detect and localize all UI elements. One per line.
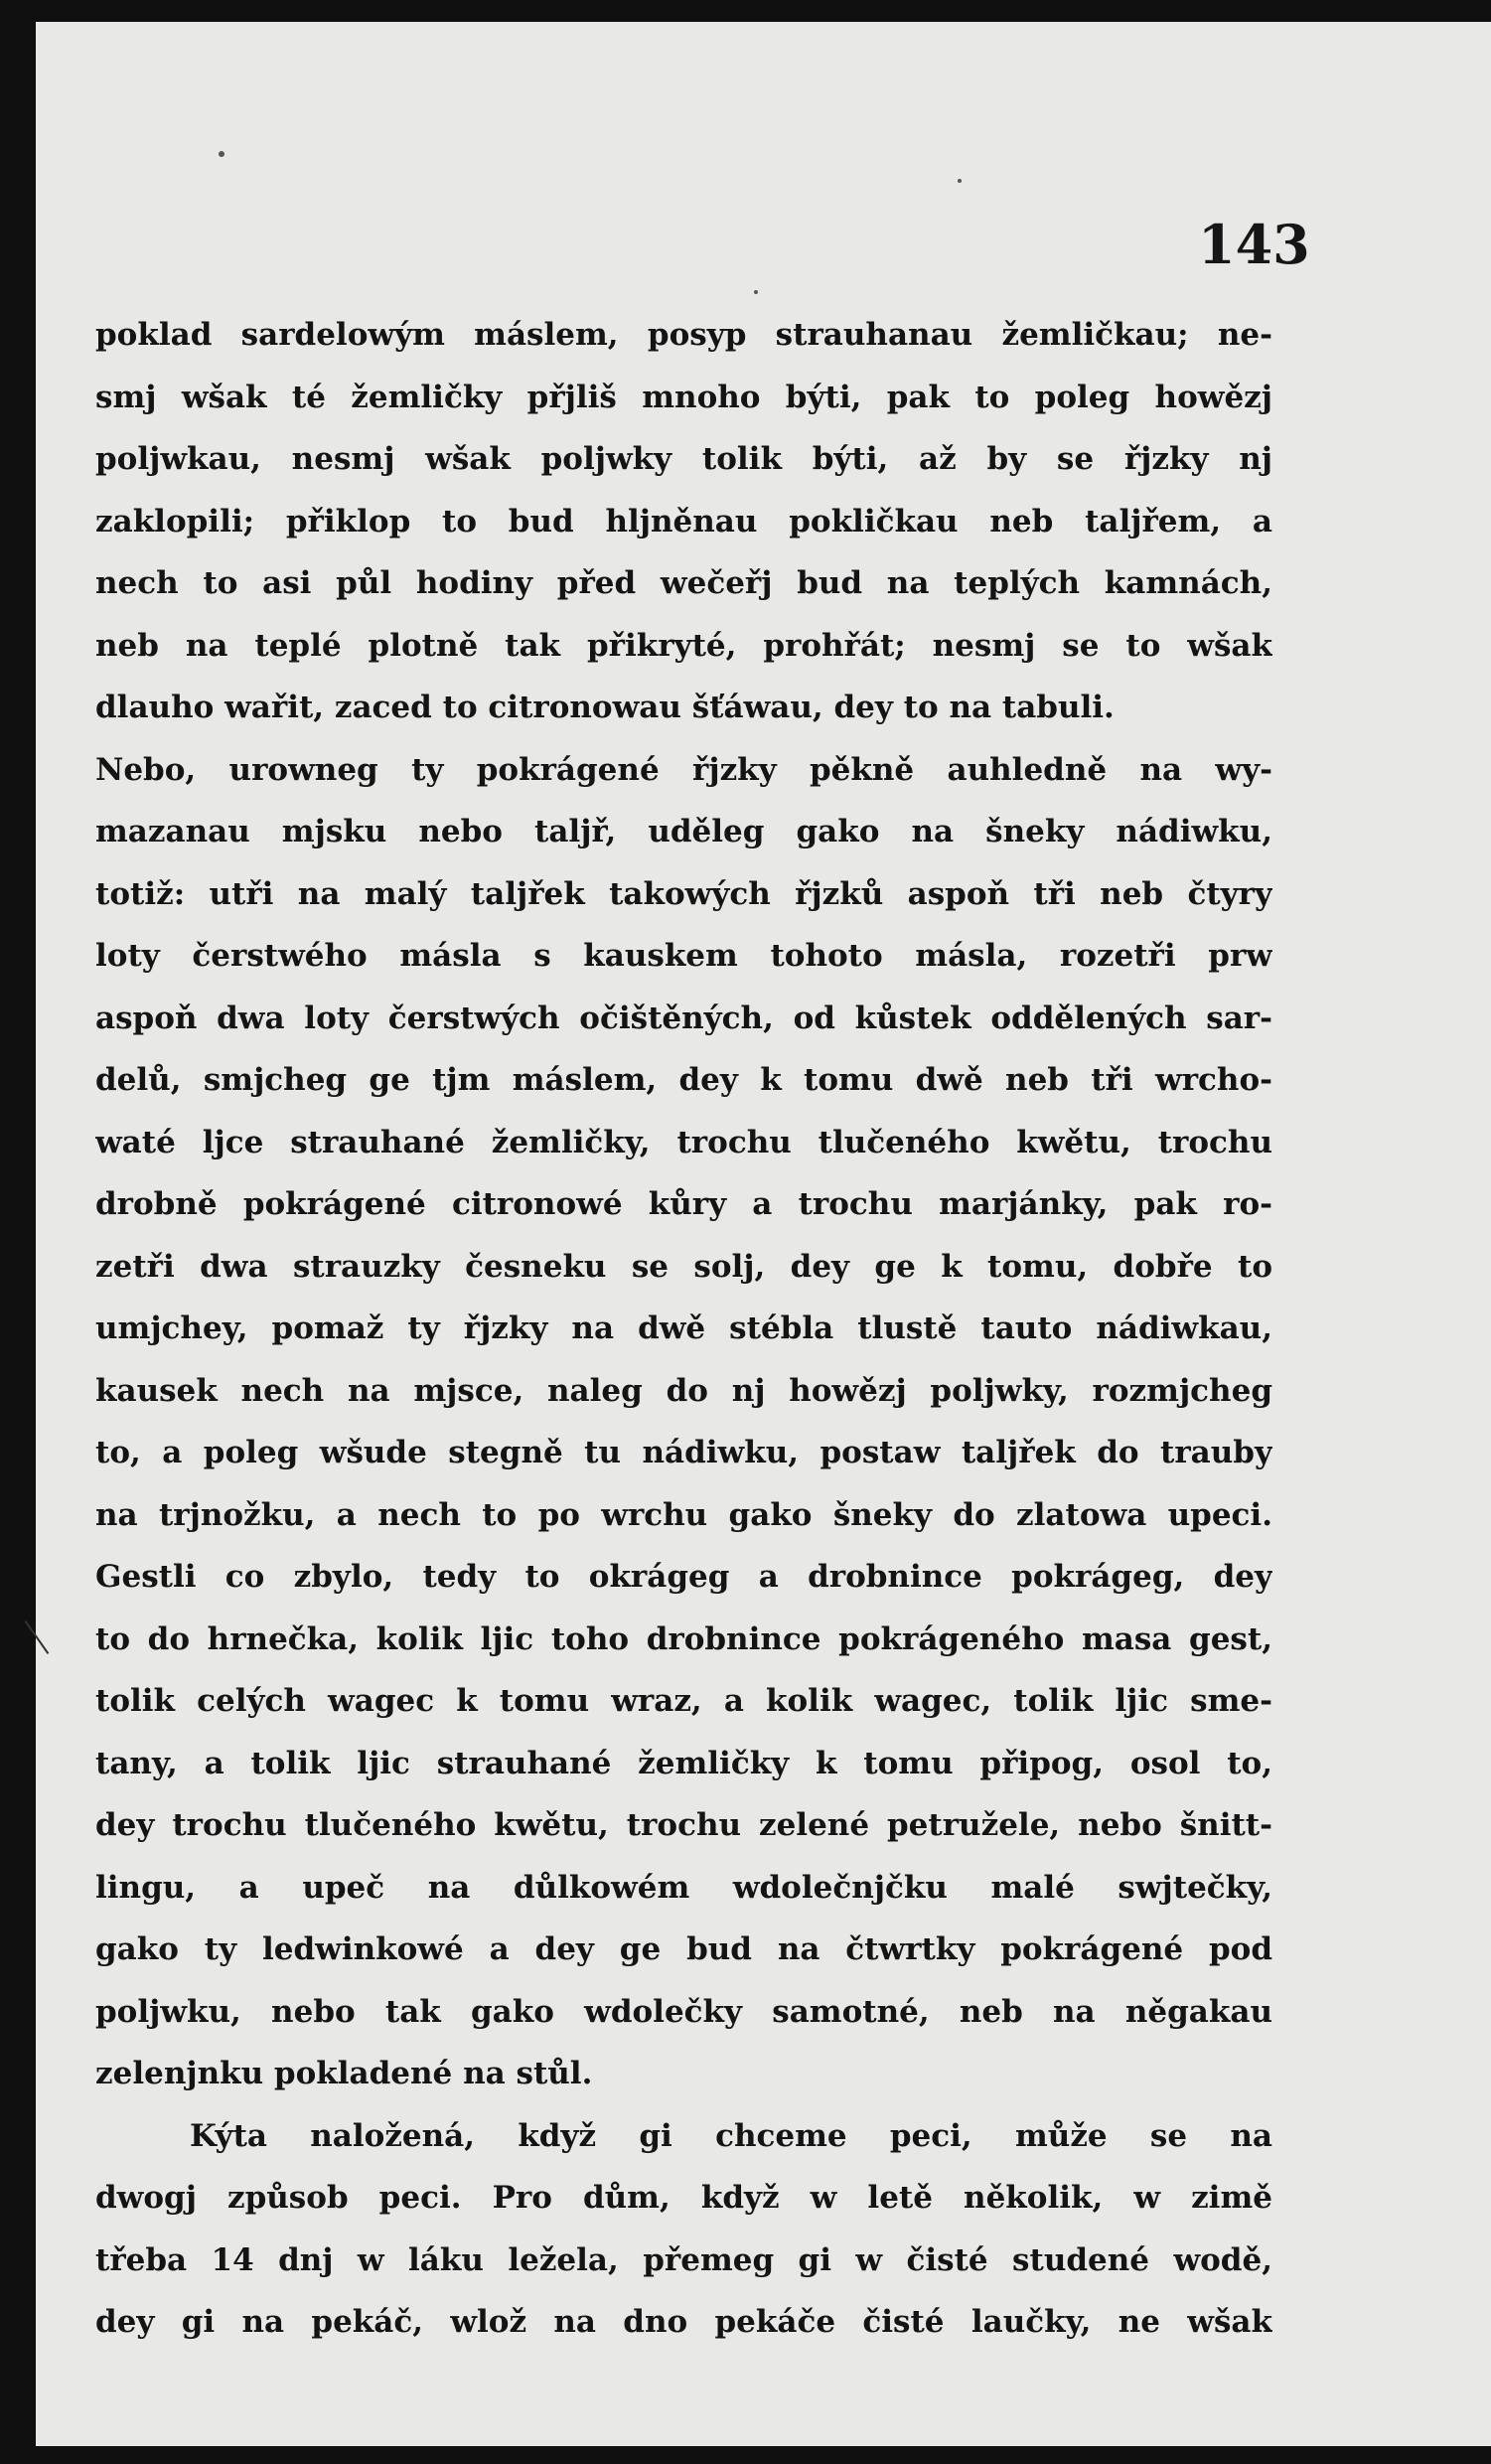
- text-line: totiž: utři na malý taljřek takowých řjzků aspoň tři neb čtyry: [95, 875, 1272, 912]
- text-line: mazanau mjsku nebo taljř, uděleg gako na šneky nádiwku,: [95, 814, 1272, 849]
- text-line: zelenjnku pokladené na stůl.: [95, 2056, 593, 2091]
- paper-speck: [219, 151, 224, 157]
- text-line: Kýta naložená, když gi chceme peci, může se na: [190, 2117, 1272, 2154]
- text-line: na trjnožku, a nech to po wrchu gako šneky do zlatowa upeci.: [95, 1496, 1272, 1533]
- text-line: waté ljce strauhané žemličky, trochu tlučeného kwětu, trochu: [95, 1124, 1272, 1160]
- text-line: tany, a tolik ljic strauhané žemličky k tomu připog, osol to,: [95, 1745, 1272, 1781]
- text-line: neb na teplé plotně tak přikryté, prohřát; nesmj se to wšak: [95, 627, 1272, 664]
- text-line: zetři dwa strauzky česneku se solj, dey ge k tomu, dobře to: [95, 1248, 1272, 1285]
- text-line: smj wšak té žemličky přjliš mnoho býti, pak to poleg howězj: [95, 379, 1272, 415]
- paragraph: [95, 2105, 1272, 2354]
- text-line: loty čerstwého másla s kauskem tohoto másla, rozetři prw: [95, 938, 1272, 974]
- paragraph: [95, 739, 1272, 2105]
- text-line: delů, smjcheg ge tjm máslem, dey k tomu dwě neb tři wrcho-: [95, 1062, 1272, 1098]
- text-line: dlauho wařit, zaced to citronowau šťáwau, dey to na tabuli.: [95, 690, 1115, 725]
- text-line: aspoň dwa loty čerstwých očištěných, od kůstek oddělených sar-: [95, 1000, 1272, 1036]
- text-line: dey gi na pekáč, wlož na dno pekáče čisté laučky, ne wšak: [95, 2304, 1272, 2340]
- paragraph: [95, 304, 1272, 739]
- paper-speck: [754, 290, 758, 294]
- paper-speck: [958, 179, 962, 183]
- text-line: dwogj způsob peci. Pro dům, když w letě několik, w zimě: [95, 2180, 1272, 2216]
- text-line: tolik celých wagec k tomu wraz, a kolik wagec, tolik ljic sme-: [95, 1683, 1272, 1719]
- text-line: lingu, a upeč na důlkowém wdolečnjčku malé swjtečky,: [95, 1869, 1272, 1906]
- text-line: Gestli co zbylo, tedy to okrágeg a drobnince pokrágeg, dey: [95, 1559, 1272, 1595]
- text-line: gako ty ledwinkowé a dey ge bud na čtwrtky pokrágené pod: [95, 1931, 1272, 1967]
- text-line: umjchey, pomaž ty řjzky na dwě stébla tlustě tauto nádiwkau,: [95, 1310, 1272, 1346]
- text-line: poljwkau, nesmj wšak poljwky tolik býti, až by se řjzky nj: [95, 441, 1272, 477]
- text-line: třeba 14 dnj w láku ležela, přemeg gi w čisté studené wodě,: [95, 2241, 1272, 2278]
- text-line: dey trochu tlučeného kwětu, trochu zelené petružele, nebo šnitt-: [95, 1807, 1272, 1843]
- text-line: to, a poleg wšude stegně tu nádiwku, postaw taljřek do trauby: [95, 1435, 1272, 1470]
- text-line: poklad sardelowým máslem, posyp strauhanau žemličkau; ne-: [95, 317, 1272, 353]
- text-line: to do hrnečka, kolik ljic toho drobnince pokrágeného masa gest,: [95, 1620, 1272, 1657]
- text-line: zaklopili; přiklop to bud hljněnau pokličkau neb taljřem, a: [95, 503, 1272, 539]
- text-line: kausek nech na mjsce, naleg do nj howězj poljwky, rozmjcheg: [95, 1372, 1272, 1409]
- text-line: poljwku, nebo tak gako wdolečky samotné, neb na něgakau: [95, 1993, 1272, 2030]
- body-text: [95, 304, 1272, 2354]
- text-line: nech to asi půl hodiny před wečeřj bud na teplých kamnách,: [95, 565, 1272, 601]
- text-line: drobně pokrágené citronowé kůry a trochu marjánky, pak ro-: [95, 1186, 1272, 1222]
- page-number: 143: [1198, 213, 1310, 276]
- text-line: Nebo, urowneg ty pokrágené řjzky pěkně auhledně na wy-: [95, 751, 1272, 788]
